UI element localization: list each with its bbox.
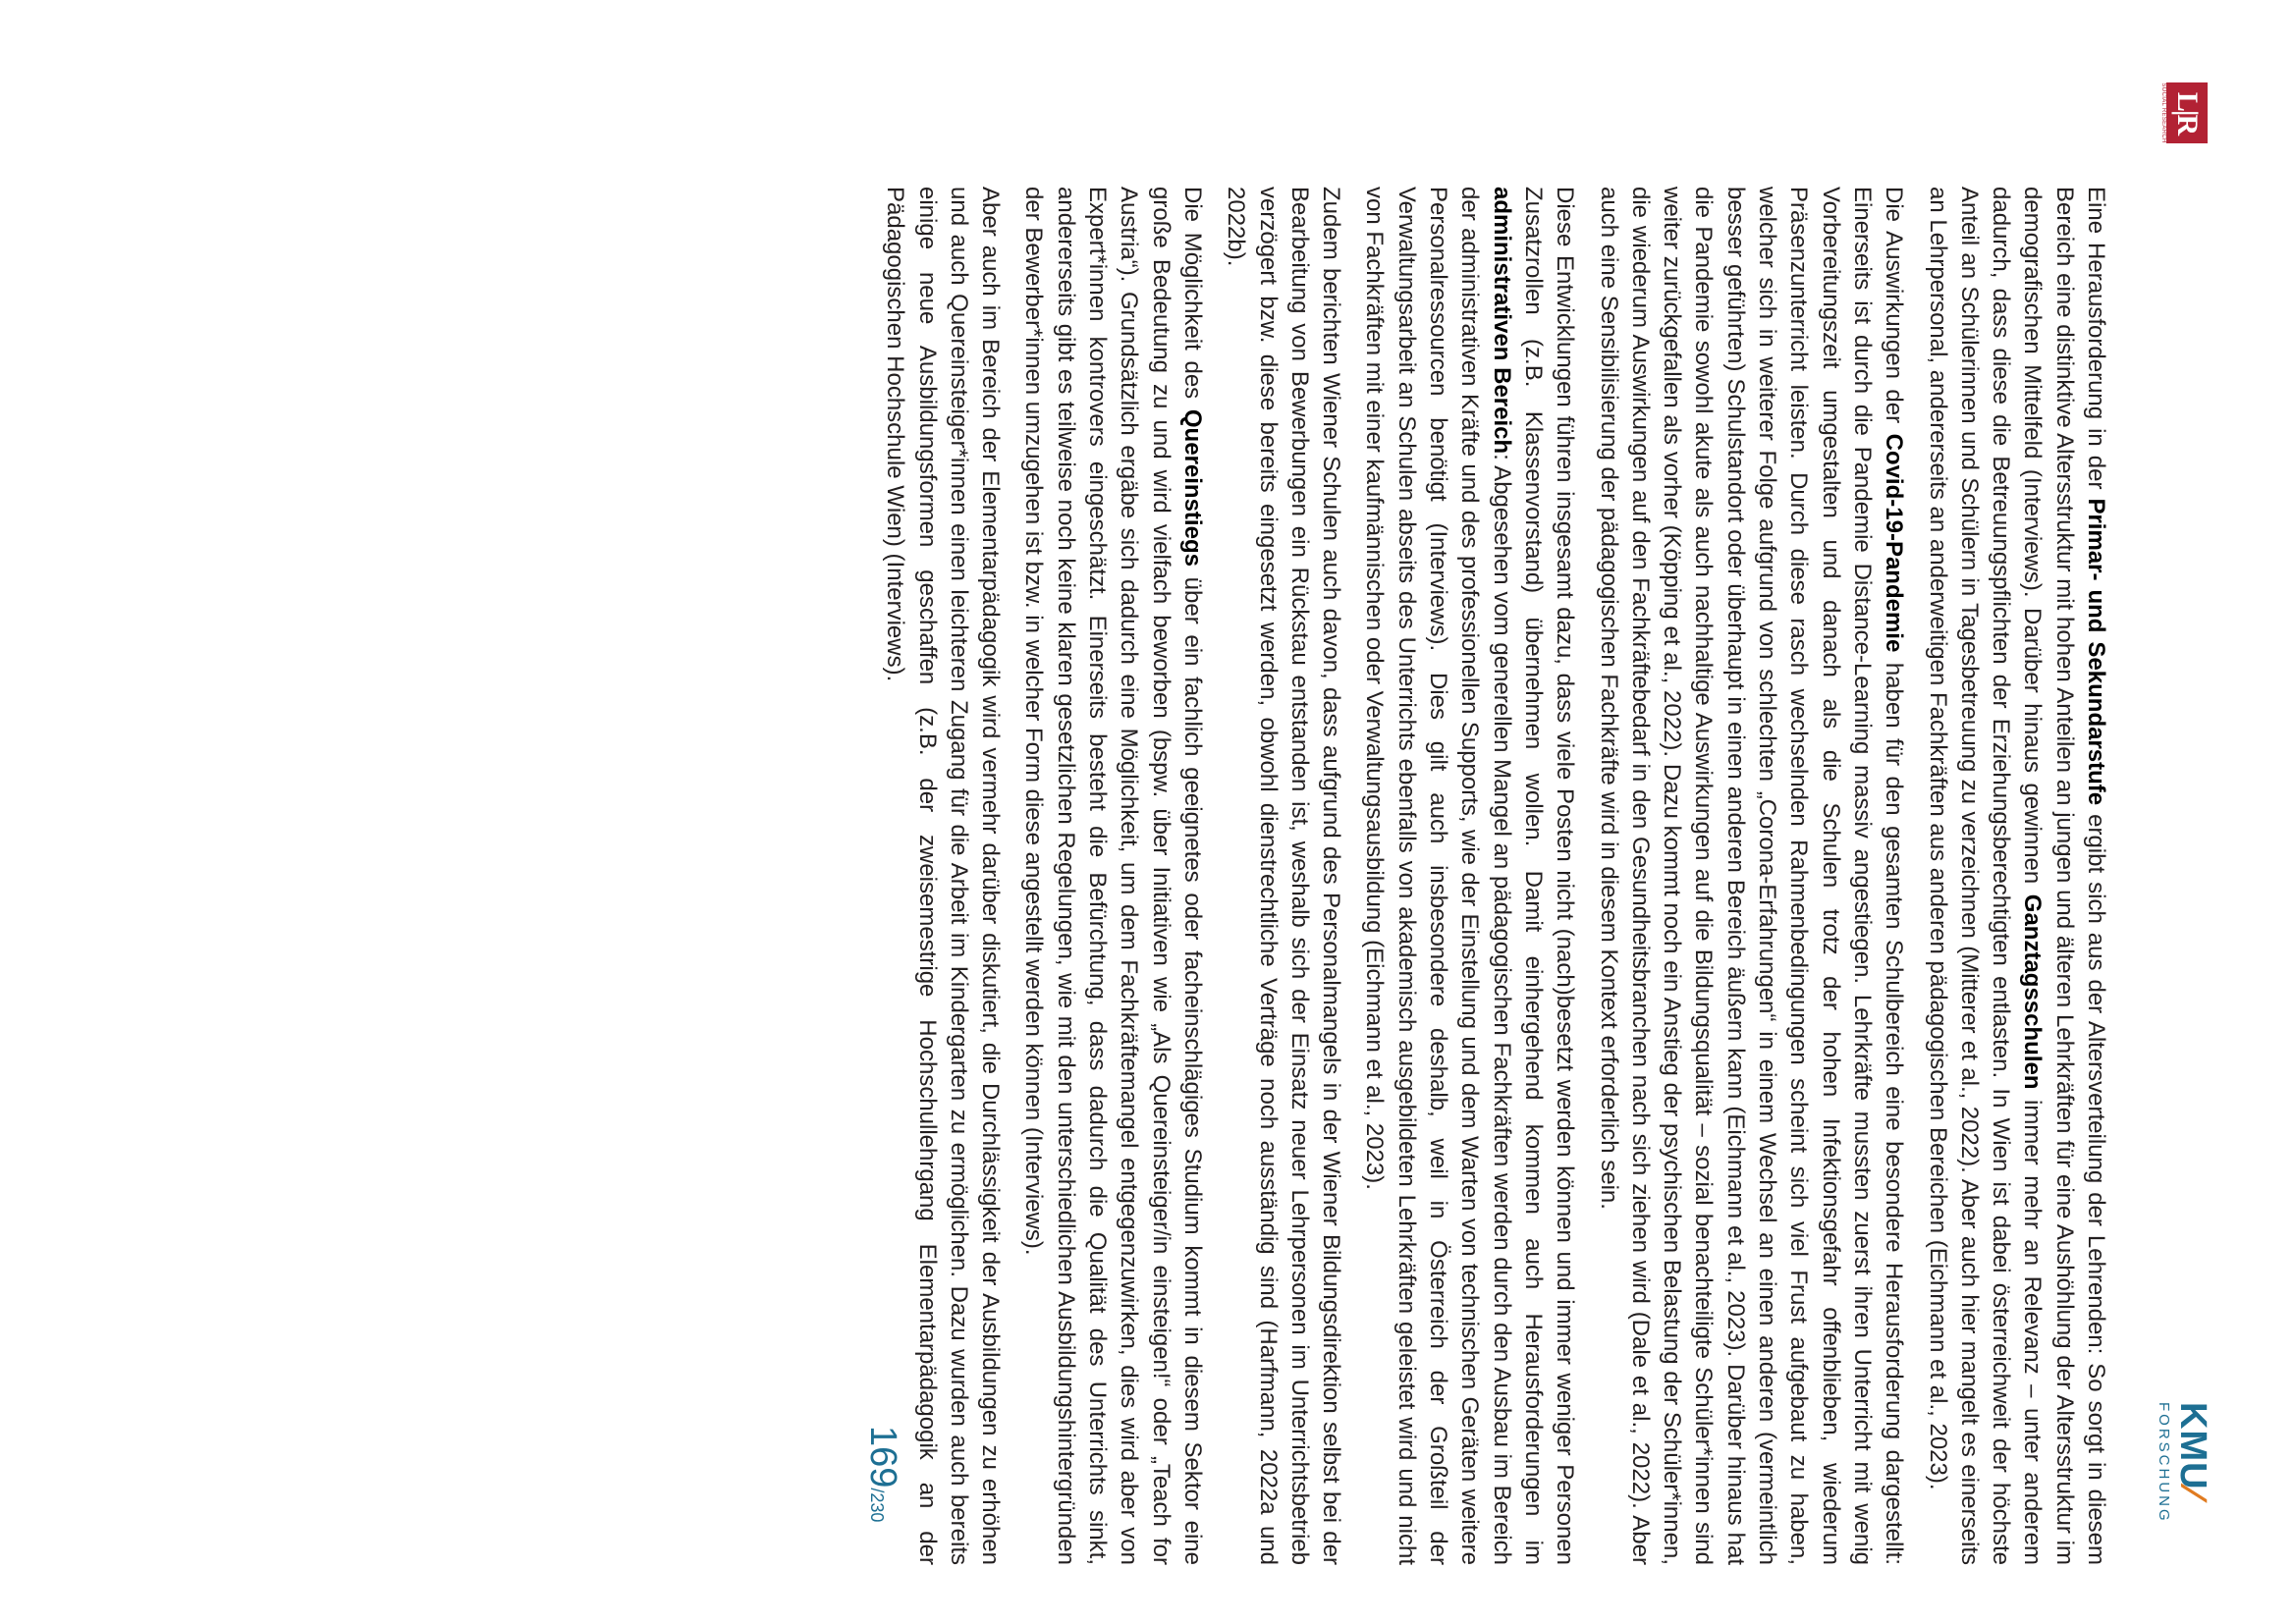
paragraph — [1358, 187, 1580, 1565]
text-run: Aber auch im Bereich der Elementarpädagogik wird vermehr darüber diskutiert, die Durchlässigkeit der Ausbildungen zu erhöhen und auch Quereinsteiger*innen einen leichteren Zugang für die Arbeit im Kindergarten zu ermöglichen. Dazu wurden auch bereits einige neue Ausbildungsformen geschaffen (z.B. der zweisemestrige Hochschullehrgang Elementarpädagogik an der Pädagogischen Hochschule Wien) (Interviews). — [882, 187, 1005, 1565]
text-run: über ein fachlich geeignetes oder facheinschlägiges Studium kommt in diesem Sektor eine große Bedeutung zu und wird vielfach beworben (bspw. über Initiativen wie „Als Quereinsteiger/in einsteigen!“ oder „Teach for Austria“). Grundsätzlich ergäbe sich dadurch eine Möglichkeit, um dem Fachkräftemangel entgegenzuwirken, dies wird aber von Expert*innen kontrovers eingeschätzt. Einerseits besteht die Befürchtung, dass dadurch die Qualität des Unterrichts sinkt, andererseits gibt es teilweise noch keine klaren gesetzlichen Regelungen, wie mit den unterschiedlichen Ausbildungshintergründen der Bewerber*innen umzugehen ist bzw. in welcher Form diese angestellt werden können (Interviews). — [1020, 187, 1206, 1565]
text-run: : Abgesehen vom generellen Mangel an pädagogischen Fachkräften werden durch den Ausbau im Bereich der administrativen Kräfte und des professionellen Supports, wie der Einstellung und dem Warten von technischen Geräten weitere Personalressourcen benötigt (Interviews). Dies gilt auch insbesondere deshalb, weil in Österreich der Großteil der Verwaltungsarbeit an Schulen abseits des Unterrichts ebenfalls von akademisch ausgebildeten Lehrkräften geleistet wird und nicht von Fachkräften mit einer kaufmännischen oder Verwaltungsausbildung (Eichmann et al., 2023). — [1361, 187, 1515, 1565]
body-text — [867, 187, 2111, 1565]
text-run: haben für den gesamten Schulbereich eine besondere Herausforderung dargestellt: Einerseits ist durch die Pandemie Distance-Learning massiv angestiegen. Lehrkräfte mussten zuerst ihren Unterricht mit wenig Vorbereitungszeit umgestalten und danach als die Schulen trotz der hohen Infektionsgefahr offenblieben, wiederum Präsenzunterricht leisten. Durch diese rasch wechselnden Rahmenbedingungen scheint sich viel Frust aufgebaut zu haben, welcher sich in weiterer Folge aufgrund von schlechten „Corona-Erfahrungen“ in einem Wechsel an einen anderen (vermeintlich besser geführten) Schulstandort oder überhaupt in einen anderen Bereich äußern kann (Eichmann et al., 2023). Darüber hinaus hat die Pandemie sowohl akute als auch nachhaltige Auswirkungen auf die Bildungsqualität – sozial benachteiligte Schüler*innen sind weiter zurückgefallen als vorher (Köpping et al., 2022). Dazu kommt noch ein Anstieg der psychischen Belastung der Schüler*innen, die wiederum Auswirkungen auf den Fachkräftebedarf in den Gesundheitsbranchen nach sich ziehen wird (Dale et al., 2022). Aber auch eine Sensibilisierung der pädagogischen Fachkräfte wird in diesem Kontext erforderlich sein. — [1595, 187, 1908, 1565]
kmu-logo-subtitle: FORSCHUNG — [2156, 1402, 2172, 1524]
text-run: Die Möglichkeit des — [1178, 187, 1206, 409]
text-run: ergibt sich aus der Altersverteilung der Lehrenden: So sorgt in diesem Bereich eine distinktive Altersstruktur mit hohen Anteilen an jungen und älteren Lehrkräften für eine Aushöhlung der Altersstruktur im demografischen Mittelfeld (Interviews). Darüber hinaus gewinnen — [2019, 187, 2109, 1566]
total-page-count: /230 — [867, 1488, 887, 1523]
bold-term: Quereinstiegs — [1178, 408, 1206, 567]
paragraph — [1017, 187, 1208, 1565]
page-number — [861, 1426, 903, 1522]
lir-social-research-logo — [2158, 82, 2208, 143]
text-run: immer mehr an Relevanz – unter anderem dadurch, dass diese die Betreuungspflichten der Erziehungsberechtigten entlasten. In Wien ist dabei österreichweit der höchste Anteil an Schülerinnen und Schülern in Tagesbetreuung zu verzeichnen (Mitterer et al., 2022). Aber auch hier mangelt es einerseits an Lehrpersonal, andererseits an anderweitigen Fachkräften aus anderen pädagogischen Bereichen (Eichmann et al., 2023). — [1924, 187, 2047, 1565]
bold-term: Covid-19-Pandemie — [1881, 433, 1908, 653]
text-run: Zudem berichten Wiener Schulen auch davon, dass aufgrund des Personalmangels in der Wiener Bildungsdirektion selbst bei der Bearbeitung von Bewerbungen ein Rückstau entstanden ist, weshalb sich der Einsatz neuer Lehrpersonen im Unterrichtsbetrieb verzögert bzw. diese bereits eingesetzt werden, obwohl dienstrechtliche Verträge noch ausständig sind (Harfmann, 2022a und 2022b). — [1223, 187, 1345, 1565]
text-run: Eine Herausforderung in der — [2083, 187, 2109, 499]
lir-logo-subtitle: SOCIAL RESEARCH — [2160, 82, 2166, 143]
text-run: Die Auswirkungen der — [1881, 187, 1908, 434]
kmu-logo-mark: KMU⁄ — [2172, 1402, 2213, 1497]
bold-term: Primar- und Sekundarstufe — [2083, 498, 2109, 806]
paragraph — [1220, 187, 1346, 1565]
current-page-number: 169 — [862, 1426, 903, 1489]
bold-term: Ganztagsschulen — [2019, 893, 2047, 1090]
text-run: Diese Entwicklungen führen insgesamt dazu, dass viele Posten nicht (nach)besetzt werden können und immer weniger Personen Zusatzrollen (z.B. Klassenvorstand) übernehmen wollen. Damit einhergehend kommen auch Herausforderungen im — [1519, 187, 1579, 1565]
lir-logo-mark: L|R — [2166, 82, 2208, 143]
paragraph — [1592, 187, 1909, 1565]
paragraph — [879, 187, 1006, 1565]
bold-term: administrativen Bereich — [1488, 187, 1515, 455]
kmu-forschung-logo — [2149, 1402, 2212, 1549]
paragraph — [1921, 187, 2111, 1565]
